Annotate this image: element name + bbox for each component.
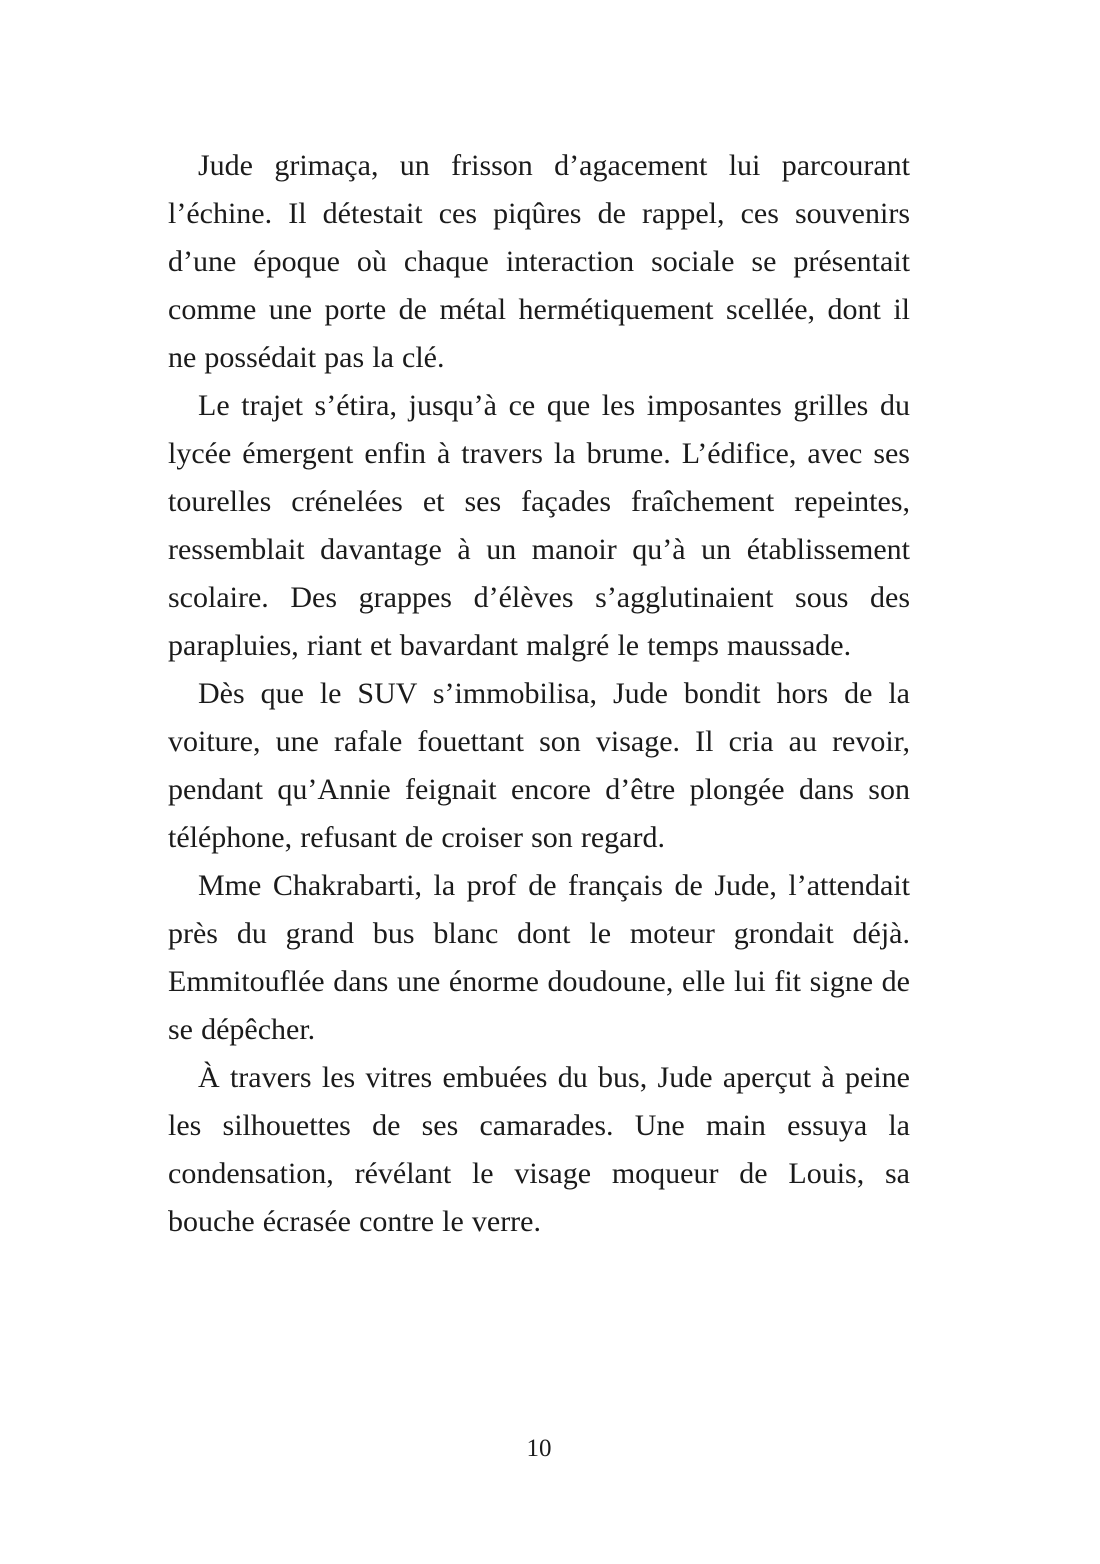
paragraph: Dès que le SUV s’immobilisa, Jude bondit hors de la voiture, une rafale fouettant son visage. Il cria au revoir, pendant qu’Annie feignait encore d’être plongée dans son téléphone, refusant de croiser son regard. [168, 677, 910, 854]
paragraph: Mme Chakrabarti, la prof de français de Jude, l’attendait près du grand bus blanc dont le moteur grondait déjà. Emmitouflée dans une énorme doudoune, elle lui fit signe de se dépêcher. [168, 869, 910, 1046]
body-text [168, 142, 910, 1246]
paragraph: À travers les vitres embuées du bus, Jude aperçut à peine les silhouettes de ses camarades. Une main essuya la condensation, révélant le visage moqueur de Louis, sa bouche écrasée contre le verre. [168, 1061, 910, 1238]
paragraph: Le trajet s’étira, jusqu’à ce que les imposantes grilles du lycée émergent enfin à travers la brume. L’édifice, avec ses tourelles crénelées et ses façades fraîchement repeintes, ressemblait davantage à un manoir qu’à un établissement scolaire. Des grappes d’élèves s’agglutinaient sous des parapluies, riant et bavardant malgré le temps maussade. [168, 389, 910, 662]
paragraph: Jude grimaça, un frisson d’agacement lui parcourant l’échine. Il détestait ces piqûres de rappel, ces souvenirs d’une époque où chaque interaction sociale se présentait comme une porte de métal hermétiquement scellée, dont il ne possédait pas la clé. [168, 149, 910, 374]
page-number: 10 [526, 1435, 552, 1462]
